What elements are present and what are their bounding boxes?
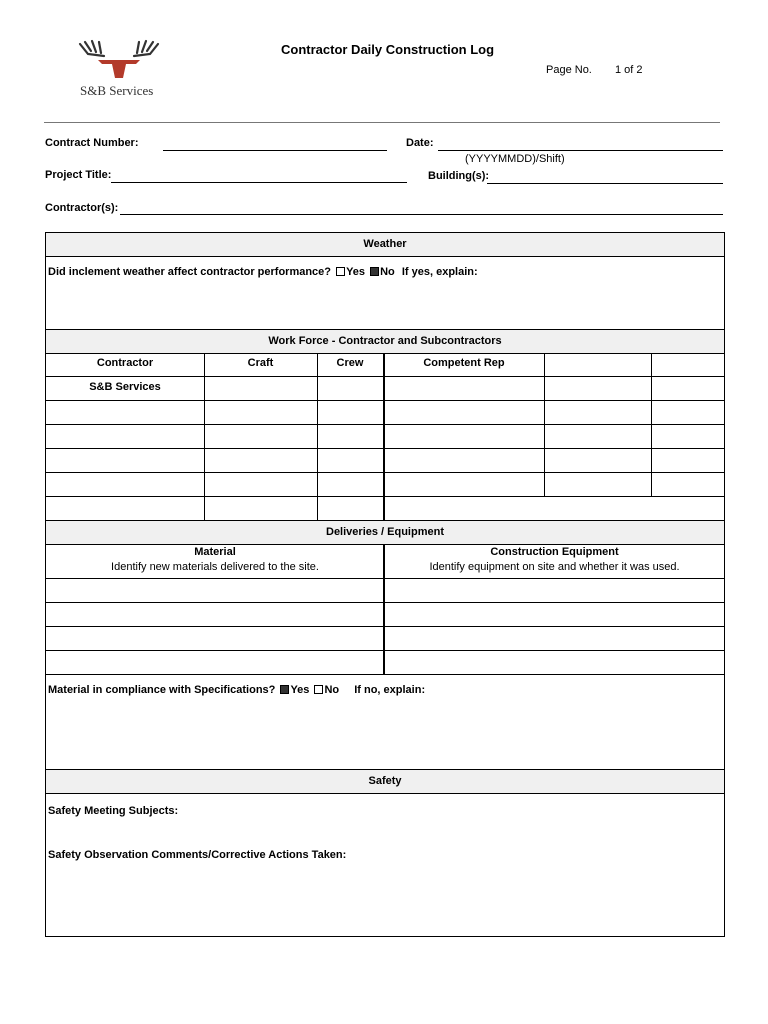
weather-yes-label: Yes [346, 266, 366, 278]
col-header-craft: Craft [247, 357, 274, 369]
safety-observation-label: Safety Observation Comments/Corrective Actions Taken: [48, 849, 347, 861]
material-title: Material [194, 546, 236, 558]
page-title: Contractor Daily Construction Log [281, 42, 495, 57]
contract-number-label: Contract Number: [45, 137, 139, 149]
weather-no-label: No [380, 266, 395, 278]
date-field[interactable] [438, 150, 723, 151]
compliance-no-label: No [324, 684, 340, 696]
page-number-value: 1 of 2 [615, 64, 643, 76]
compliance-explain-area[interactable] [46, 698, 724, 768]
col-header-crew: Crew [336, 357, 364, 369]
antler-logo-icon [76, 38, 162, 82]
workforce-title: Work Force - Contractor and Subcontractors [268, 335, 502, 347]
weather-question-row [48, 266, 478, 278]
compliance-question-row [48, 684, 425, 696]
weather-explain-area[interactable] [46, 278, 724, 328]
equipment-description: Identify equipment on site and whether it was used. [429, 561, 680, 573]
date-format-hint: (YYYYMMDD)/Shift) [465, 153, 565, 165]
date-label: Date: [406, 137, 434, 149]
weather-title: Weather [363, 238, 407, 250]
weather-yes-checkbox[interactable] [336, 267, 345, 276]
workforce-section-header [46, 330, 724, 354]
page-number-label: Page No. [546, 64, 592, 76]
weather-no-checkbox[interactable] [370, 267, 379, 276]
contract-number-field[interactable] [163, 150, 387, 151]
safety-meeting-label: Safety Meeting Subjects: [48, 805, 179, 817]
compliance-question: Material in compliance with Specifications? [48, 684, 276, 696]
company-name: S&B Services [80, 83, 154, 98]
company-logo [76, 38, 166, 100]
deliveries-title: Deliveries / Equipment [326, 526, 444, 538]
compliance-explain-label: If no, explain: [354, 684, 426, 696]
safety-notes-area[interactable] [46, 865, 724, 935]
deliveries-section-header [46, 521, 724, 545]
form-body [45, 232, 725, 937]
col-header-competent-rep: Competent Rep [423, 357, 505, 369]
safety-title: Safety [368, 775, 402, 787]
contractors-field[interactable] [120, 214, 723, 215]
compliance-yes-checkbox[interactable] [280, 685, 289, 694]
safety-section-header [46, 770, 724, 794]
compliance-yes-label: Yes [290, 684, 310, 696]
material-description: Identify new materials delivered to the site. [111, 561, 319, 573]
workforce-row-1-contractor: S&B Services [89, 381, 161, 393]
project-title-label: Project Title: [45, 169, 112, 181]
header-divider [44, 122, 720, 123]
contractors-label: Contractor(s): [45, 202, 119, 214]
buildings-field[interactable] [487, 183, 723, 184]
weather-explain-label: If yes, explain: [401, 266, 478, 278]
equipment-heading [385, 546, 724, 573]
buildings-label: Building(s): [428, 170, 490, 182]
col-header-contractor: Contractor [96, 357, 154, 369]
equipment-title: Construction Equipment [490, 546, 619, 558]
weather-question: Did inclement weather affect contractor performance? [48, 266, 332, 278]
weather-section-header [46, 233, 724, 257]
material-heading [46, 546, 384, 573]
project-title-field[interactable] [111, 182, 407, 183]
compliance-no-checkbox[interactable] [314, 685, 323, 694]
